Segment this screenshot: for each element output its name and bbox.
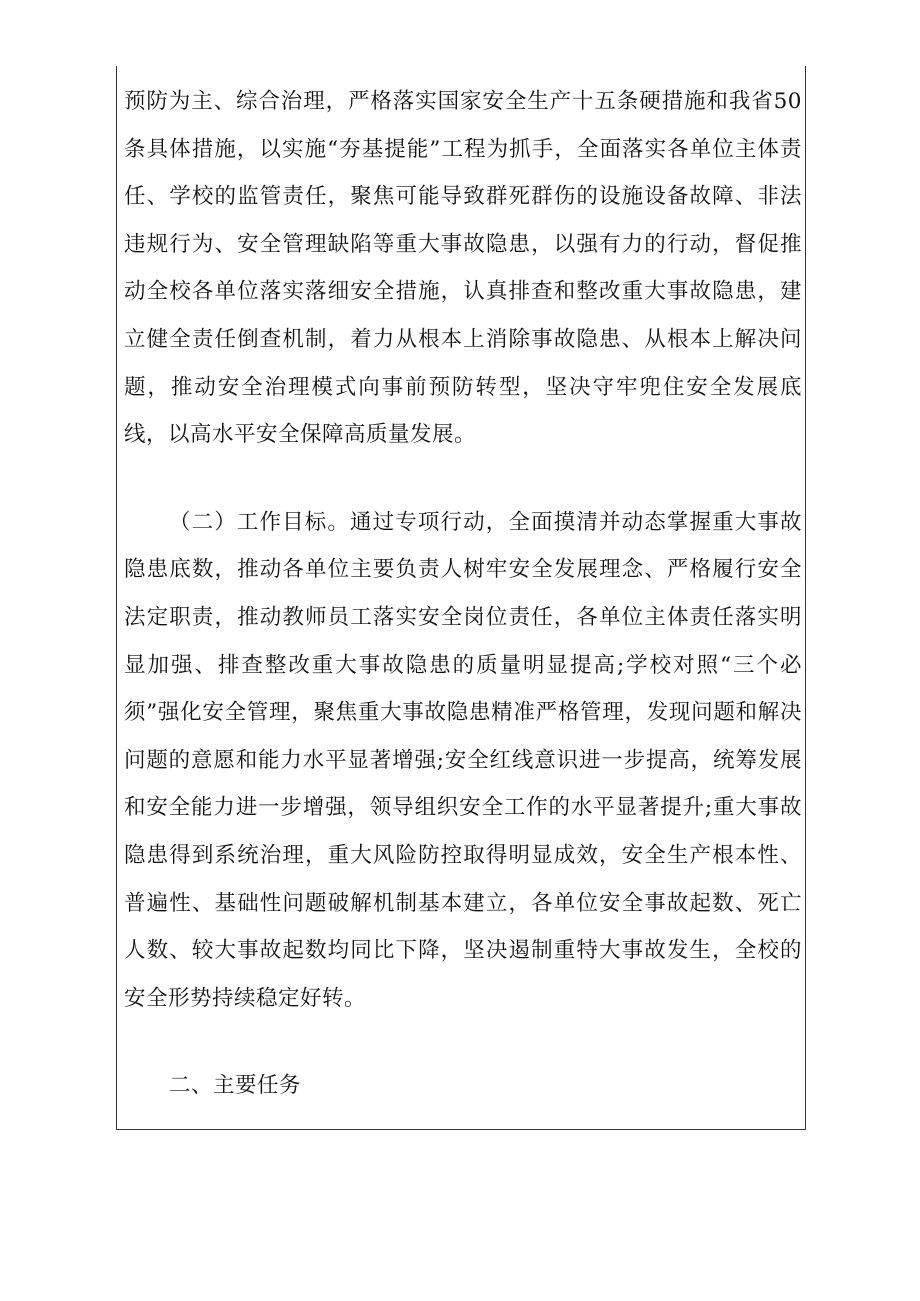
- paragraph-guiding-principle: 预防为主、综合治理，严格落实国家安全生产十五条硬措施和我省50条具体措施，以实施“夯基提能”工程为抓手，全面落实各单位主体责任、学校的监管责任，聚焦可能导致群死群伤的设施设备故障、非法违规行为、安全管理缺陷等重大事故隐患，以强有力的行动，督促推动全校各单位落实落细安全措施，认真排查和整改重大事故隐患，建立健全责任倒查机制，着力从根本上消除事故隐患、从根本上解决问题，推动安全治理模式向事前预防转型，坚决守牢兜住安全发展底线，以高水平安全保障高质量发展。: [124, 89, 802, 448]
- paragraph-work-goals: （二）工作目标。通过专项行动，全面摸清并动态掌握重大事故隐患底数，推动各单位主要负责人树牢安全发展理念、严格履行安全法定职责，推动教师员工落实安全岗位责任，各单位主体责任落实明显加强、排查整改重大事故隐患的质量明显提高;学校对照“三个必须”强化安全管理，聚焦重大事故隐患精准严格管理，发现问题和解决问题的意愿和能力水平显著增强;安全红线意识进一步提高，统筹发展和安全能力进一步增强，领导组织安全工作的水平显著提升;重大事故隐患得到系统治理，重大风险防控取得明显成效，安全生产根本性、普遍性、基础性问题破解机制基本建立，各单位安全事故起数、死亡人数、较大事故起数均同比下降，坚决遏制重特大事故发生，全校的安全形势持续稳定好转。: [124, 509, 802, 1011]
- document-body: [124, 78, 802, 1110]
- section-heading-main-tasks: 二、主要任务: [169, 1073, 302, 1099]
